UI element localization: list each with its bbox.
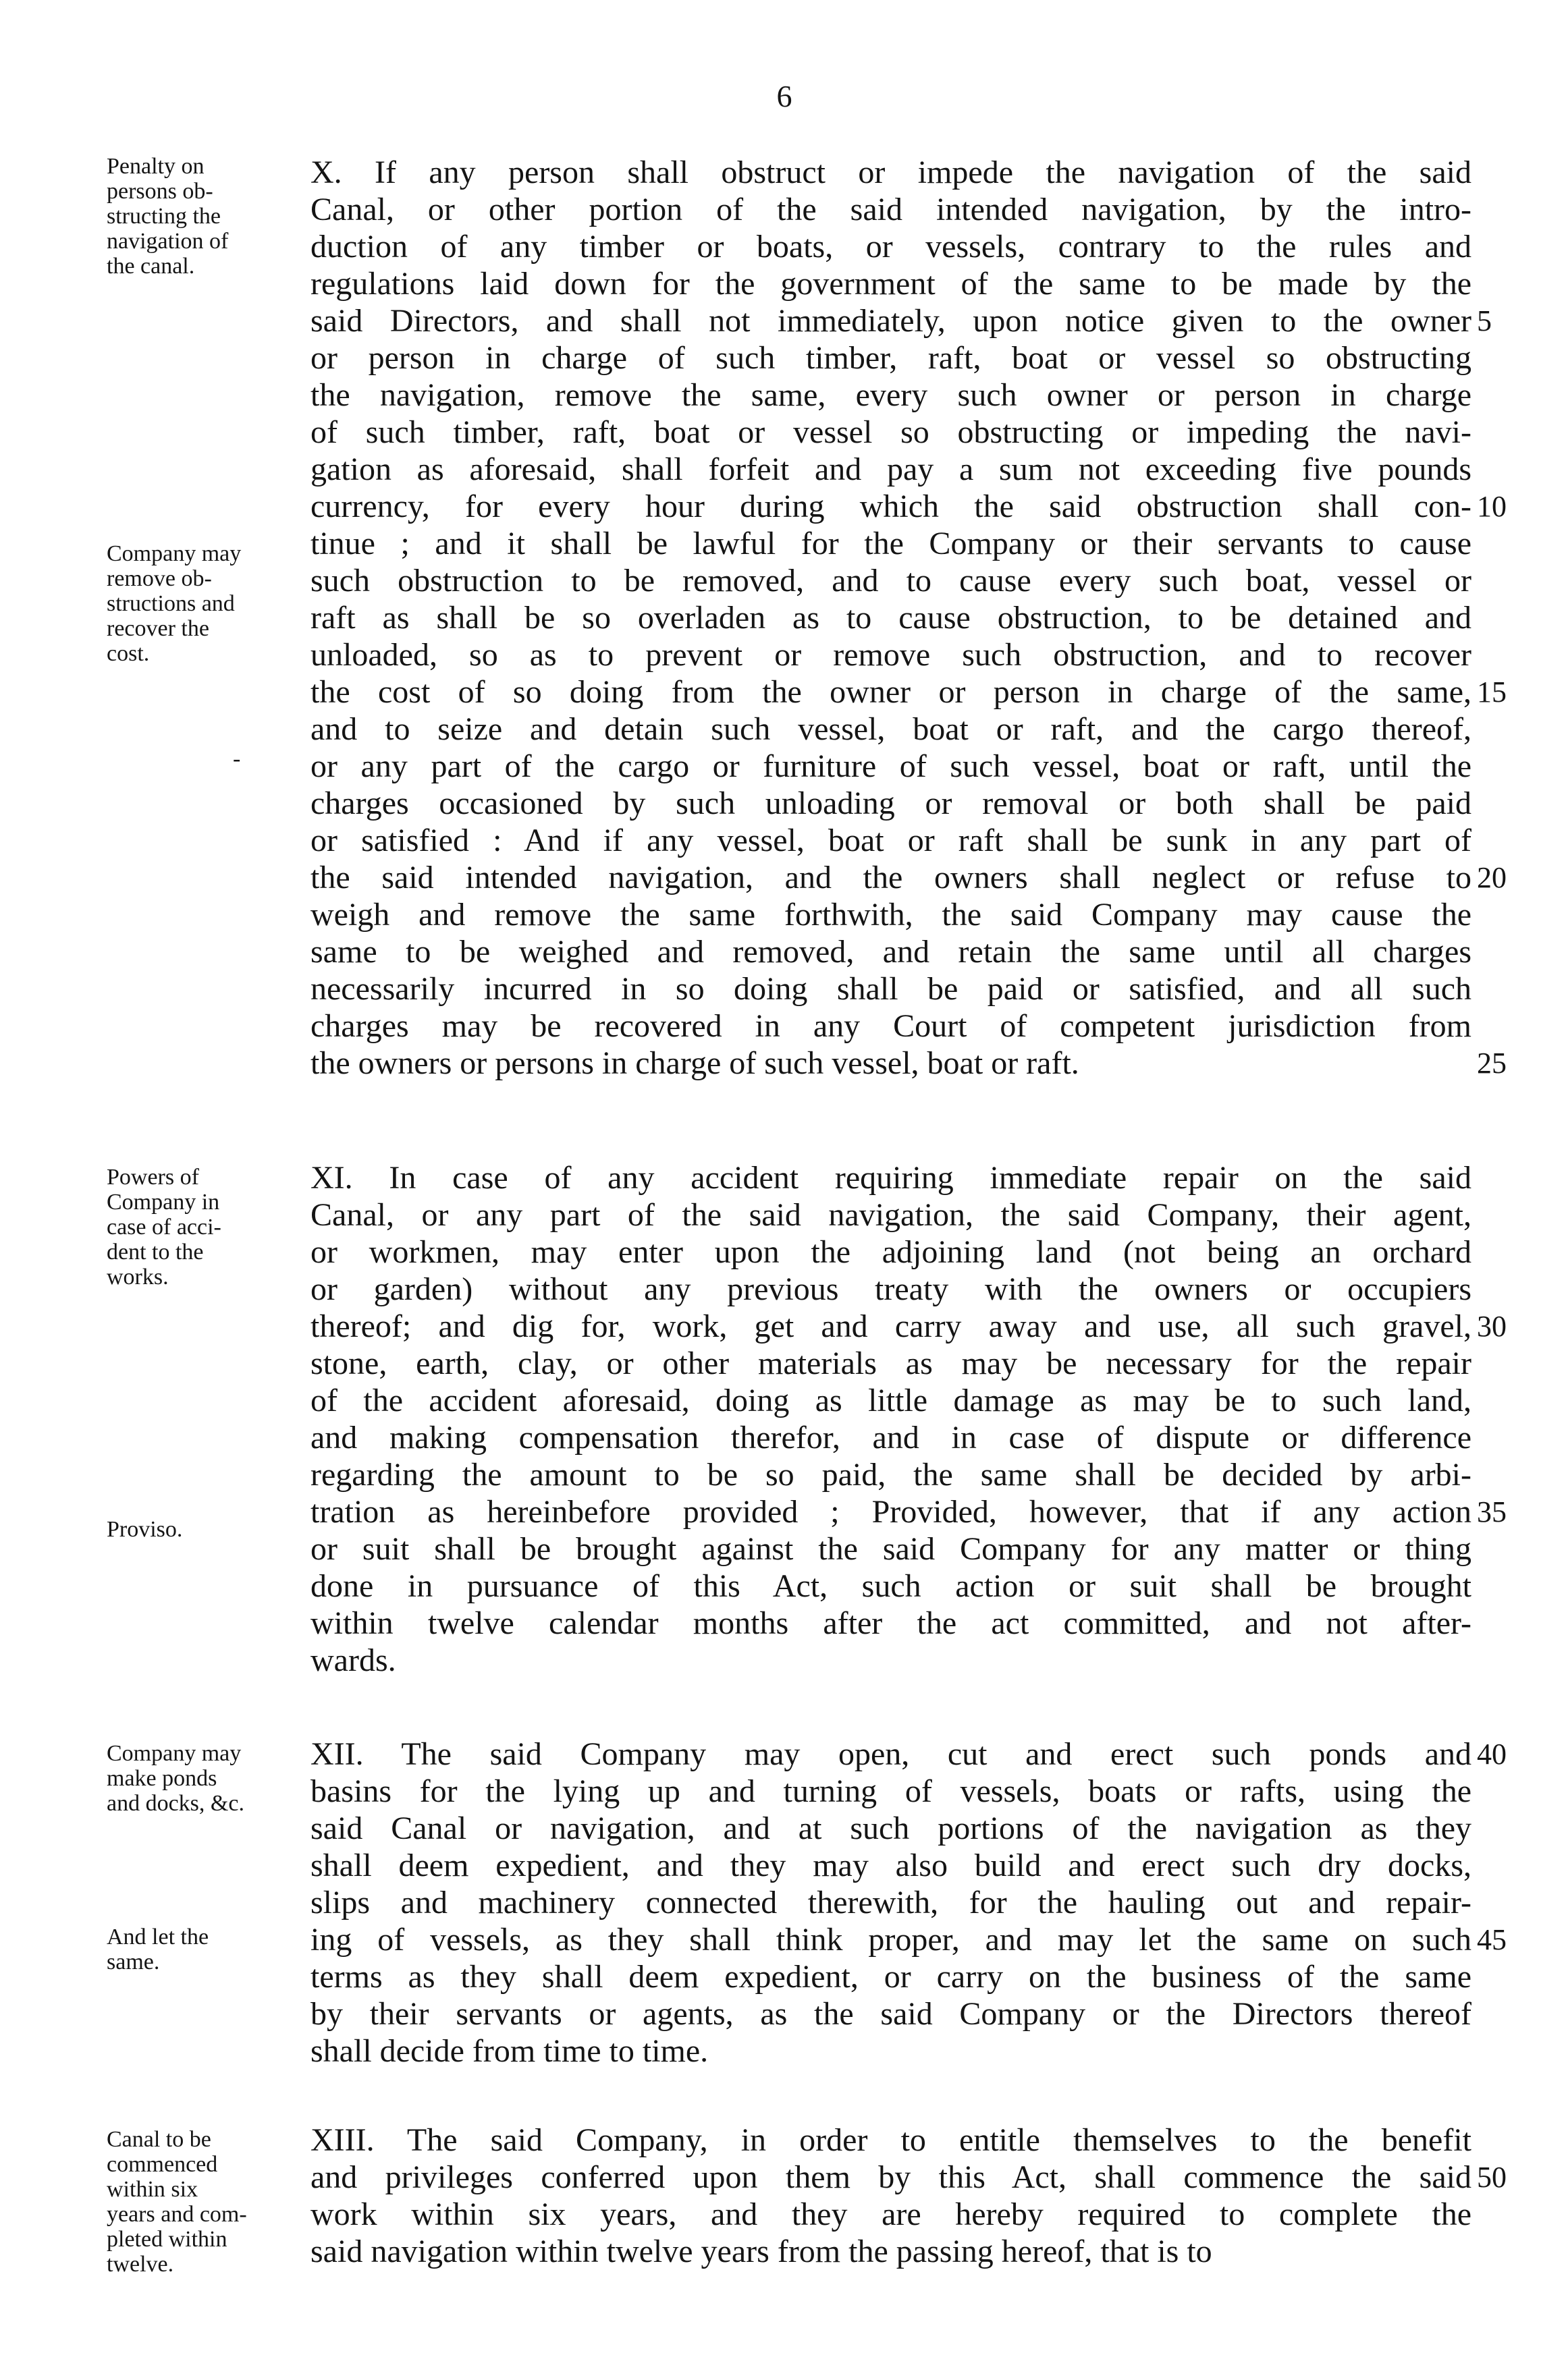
body-text-line: or garden) without any previous treaty with the owners or occupiers <box>310 1271 1471 1307</box>
body-text-line: charges occasioned by such unloading or removal or both shall be paid <box>310 785 1471 821</box>
margin-note-line: And let the <box>107 1925 209 1949</box>
margin-note-line: the canal. <box>107 254 195 279</box>
body-text-line: raft as shall be so overladen as to cause obstruction, to be detained and <box>310 600 1471 636</box>
body-text-line: gation as aforesaid, shall forfeit and pay a sum not exceeding five pounds <box>310 451 1471 487</box>
body-text-line: X. If any person shall obstruct or impede the navigation of the said <box>310 155 1471 190</box>
margin-note <box>107 1517 302 1542</box>
body-text-line: regarding the amount to be so paid, the same shall be decided by arbi- <box>310 1457 1471 1493</box>
margin-note-line: navigation of <box>107 229 229 254</box>
page-number: 6 <box>776 79 792 113</box>
margin-note-line: make ponds <box>107 1766 217 1791</box>
margin-note-line: twelve. <box>107 2252 174 2277</box>
body-text-line: said Directors, and shall not immediately, upon notice given to the owner <box>310 303 1471 339</box>
body-text-line: tinue ; and it shall be lawful for the Company or their servants to cause <box>310 526 1471 561</box>
margin-note-line: Company in <box>107 1190 220 1215</box>
body-text-line: and privileges conferred upon them by this Act, shall commence the said <box>310 2159 1471 2195</box>
margin-note-line: Canal to be <box>107 2127 211 2152</box>
body-text-line: shall deem expedient, and they may also build and erect such dry docks, <box>310 1848 1471 1883</box>
body-text-line: regulations laid down for the government of the same to be made by the <box>310 266 1471 302</box>
margin-note-line: cost. <box>107 641 150 666</box>
body-text-line: or workmen, may enter upon the adjoining land (not being an orchard <box>310 1234 1471 1270</box>
body-text-line: by their servants or agents, as the said Company or the Directors thereof <box>310 1996 1471 2032</box>
line-number: 25 <box>1477 1047 1507 1080</box>
body-text-line: terms as they shall deem expedient, or carry on the business of the same <box>310 1959 1471 1995</box>
body-text-line: the owners or persons in charge of such vessel, boat or raft. <box>310 1045 1079 1081</box>
body-text-line: the said intended navigation, and the owners shall neglect or refuse to <box>310 860 1471 895</box>
body-text-line: unloaded, so as to prevent or remove such obstruction, and to recover <box>310 637 1471 673</box>
body-text-line: such obstruction to be removed, and to cause every such boat, vessel or <box>310 563 1471 599</box>
body-text-line: or satisfied : And if any vessel, boat or raft shall be sunk in any part of <box>310 823 1471 858</box>
body-text-line: XIII. The said Company, in order to entitle themselves to the benefit <box>310 2122 1471 2158</box>
body-text-line: said Canal or navigation, and at such portions of the navigation as they <box>310 1810 1471 1846</box>
margin-note <box>107 541 302 666</box>
body-text-line: the navigation, remove the same, every such owner or person in charge <box>310 377 1471 413</box>
body-text-line: duction of any timber or boats, or vessels, contrary to the rules and <box>310 229 1471 265</box>
line-number: 50 <box>1477 2161 1507 2194</box>
margin-note-line: Company may <box>107 1741 242 1766</box>
margin-note-line: Proviso. <box>107 1517 183 1542</box>
margin-note <box>107 1165 302 1290</box>
body-text-line: and to seize and detain such vessel, boat or raft, and the cargo thereof, <box>310 711 1471 747</box>
body-text-line: done in pursuance of this Act, such action or suit shall be brought <box>310 1568 1471 1604</box>
margin-note <box>107 2127 302 2277</box>
margin-note-line: Penalty on <box>107 154 205 179</box>
margin-note-line: remove ob- <box>107 566 212 591</box>
line-number: 5 <box>1477 304 1492 337</box>
line-number: 30 <box>1477 1310 1507 1343</box>
body-text-line: charges may be recovered in any Court of competent jurisdiction from <box>310 1008 1471 1044</box>
body-text-line: work within six years, and they are hereby required to complete the <box>310 2196 1471 2232</box>
body-text-line: ing of vessels, as they shall think proper, and may let the same on such <box>310 1922 1471 1958</box>
body-text-line: XI. In case of any accident requiring immediate repair on the said <box>310 1160 1471 1196</box>
line-number: 40 <box>1477 1738 1507 1771</box>
margin-note-line: persons ob- <box>107 179 213 204</box>
margin-note-line: and docks, &c. <box>107 1791 244 1816</box>
body-text-line: the cost of so doing from the owner or person in charge of the same, <box>310 674 1471 710</box>
body-text-line: said navigation within twelve years from the passing hereof, that is to <box>310 2234 1212 2269</box>
body-text-line: stone, earth, clay, or other materials as may be necessary for the repair <box>310 1346 1471 1381</box>
body-text-line: within twelve calendar months after the act committed, and not after- <box>310 1605 1471 1641</box>
body-text-line: XII. The said Company may open, cut and erect such ponds and <box>310 1736 1471 1772</box>
margin-note-line: structing the <box>107 204 221 229</box>
margin-note-line: pleted within <box>107 2227 227 2252</box>
body-text-line: wards. <box>310 1642 396 1678</box>
line-number: 45 <box>1477 1923 1507 1956</box>
body-text-line: of the accident aforesaid, doing as little damage as may be to such land, <box>310 1383 1471 1418</box>
body-text-line: Canal, or any part of the said navigation, the said Company, their agent, <box>310 1197 1471 1233</box>
body-text-line: slips and machinery connected therewith, for the hauling out and repair- <box>310 1885 1471 1920</box>
body-text-line: of such timber, raft, boat or vessel so obstructing or impeding the navi- <box>310 414 1471 450</box>
body-text-line: or any part of the cargo or furniture of such vessel, boat or raft, until the <box>310 748 1471 784</box>
stray-dash-mark: - <box>233 746 241 771</box>
body-text-line: currency, for every hour during which the said obstruction shall con- <box>310 489 1471 524</box>
body-text-line: tration as hereinbefore provided ; Provided, however, that if any action <box>310 1494 1471 1530</box>
margin-note-line: Company may <box>107 541 242 566</box>
body-text-line: thereof; and dig for, work, get and carry away and use, all such gravel, <box>310 1308 1471 1344</box>
body-text-line: shall decide from time to time. <box>310 2033 709 2069</box>
line-number: 35 <box>1477 1495 1507 1528</box>
body-text-line: basins for the lying up and turning of vessels, boats or rafts, using the <box>310 1773 1471 1809</box>
body-text-line: weigh and remove the same forthwith, the said Company may cause the <box>310 897 1471 933</box>
margin-note-line: Powers of <box>107 1165 199 1190</box>
margin-note-line: commenced <box>107 2152 218 2177</box>
line-number: 15 <box>1477 675 1507 709</box>
margin-note <box>107 1925 302 1974</box>
margin-note-line: same. <box>107 1949 160 1974</box>
body-text-line: necessarily incurred in so doing shall be paid or satisfied, and all such <box>310 971 1471 1007</box>
body-text-line: or suit shall be brought against the said Company for any matter or thing <box>310 1531 1471 1567</box>
margin-note-line: recover the <box>107 616 209 641</box>
body-text-line: and making compensation therefor, and in case of dispute or difference <box>310 1420 1471 1456</box>
body-text-line: same to be weighed and removed, and retain the same until all charges <box>310 934 1471 970</box>
margin-note <box>107 154 302 279</box>
margin-note-line: within six <box>107 2177 198 2202</box>
margin-note <box>107 1741 302 1816</box>
body-text-line: Canal, or other portion of the said intended navigation, by the intro- <box>310 192 1471 227</box>
line-number: 20 <box>1477 861 1507 894</box>
margin-note-line: case of acci- <box>107 1215 221 1240</box>
margin-note-line: years and com- <box>107 2202 247 2227</box>
body-text-line: or person in charge of such timber, raft, boat or vessel so obstructing <box>310 340 1471 376</box>
margin-note-line: works. <box>107 1265 169 1290</box>
line-number: 10 <box>1477 490 1507 523</box>
margin-note-line: dent to the <box>107 1240 204 1265</box>
margin-note-line: structions and <box>107 591 235 616</box>
